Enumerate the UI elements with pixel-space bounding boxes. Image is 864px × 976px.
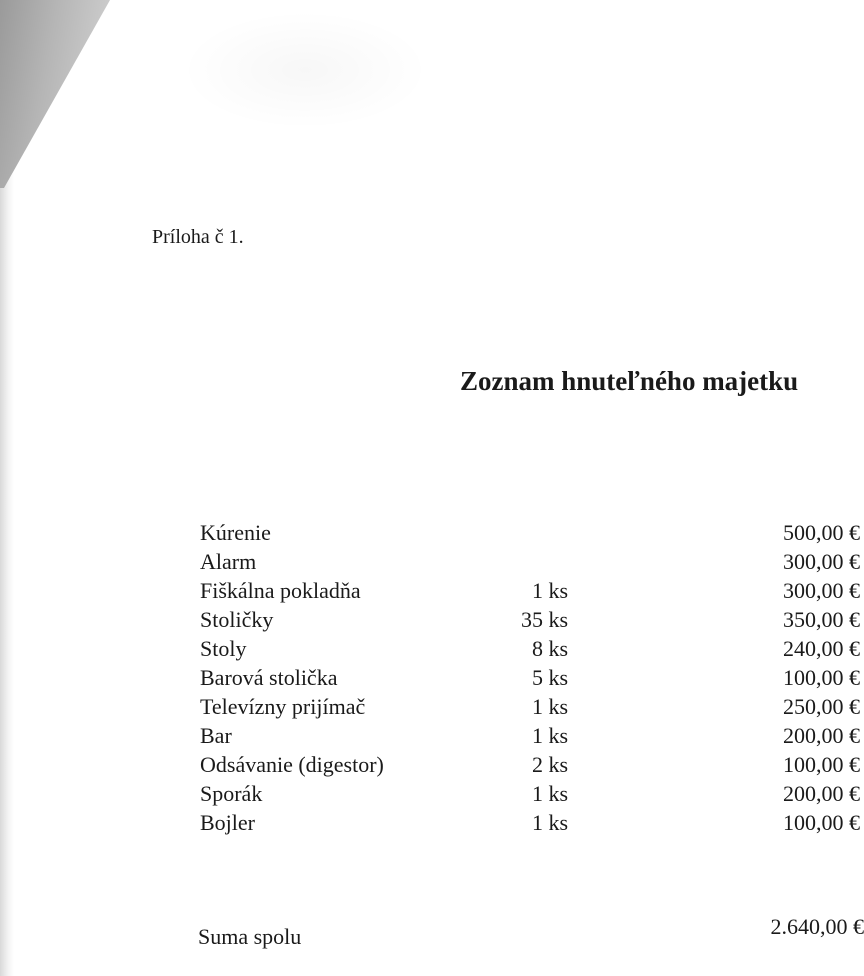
item-name: Fiškálna pokladňa (200, 578, 361, 603)
item-name: Odsávanie (digestor) (200, 752, 384, 777)
item-name: Sporák (200, 781, 263, 806)
item-price: 100,00 € (783, 810, 860, 835)
item-price: 200,00 € (783, 781, 860, 806)
item-price: 300,00 € (783, 549, 860, 574)
list-item (0, 810, 864, 839)
list-item (0, 607, 864, 636)
list-item (0, 578, 864, 607)
item-price: 200,00 € (783, 723, 860, 748)
item-price: 300,00 € (783, 578, 860, 603)
bleed-through-mark (180, 10, 430, 130)
item-quantity: 35 ks (520, 607, 568, 632)
list-item (0, 549, 864, 578)
item-price: 250,00 € (783, 694, 860, 719)
item-quantity: 8 ks (531, 636, 568, 661)
list-item (0, 781, 864, 810)
item-quantity: 1 ks (531, 578, 568, 603)
item-quantity: 1 ks (531, 781, 568, 806)
item-quantity: 5 ks (531, 665, 568, 690)
item-price: 500,00 € (783, 520, 860, 545)
item-quantity: 1 ks (531, 723, 568, 748)
item-name: Kúrenie (200, 520, 271, 545)
list-item (0, 752, 864, 781)
total-label: Suma spolu (198, 924, 302, 949)
item-name: Stoly (200, 636, 247, 661)
item-quantity: 1 ks (531, 694, 568, 719)
item-name: Bar (200, 723, 232, 748)
list-item (0, 636, 864, 665)
item-quantity: 2 ks (531, 752, 568, 777)
list-item (0, 694, 864, 723)
item-price: 100,00 € (783, 752, 860, 777)
page-title: Zoznam hnuteľného majetku (460, 366, 799, 396)
folded-corner (0, 0, 110, 190)
item-quantity: 1 ks (531, 810, 568, 835)
total-value: 2.640,00 € (770, 914, 864, 939)
item-name: Stoličky (200, 607, 274, 632)
list-item (0, 723, 864, 752)
list-item (0, 520, 864, 549)
item-name: Alarm (200, 549, 257, 574)
item-price: 240,00 € (783, 636, 860, 661)
item-price: 100,00 € (783, 665, 860, 690)
item-price: 350,00 € (783, 607, 860, 632)
list-item (0, 665, 864, 694)
item-name: Bojler (200, 810, 255, 835)
item-name: Televízny prijímač (200, 694, 366, 719)
annex-label: Príloha č 1. (152, 226, 244, 248)
item-name: Barová stolička (200, 665, 338, 690)
